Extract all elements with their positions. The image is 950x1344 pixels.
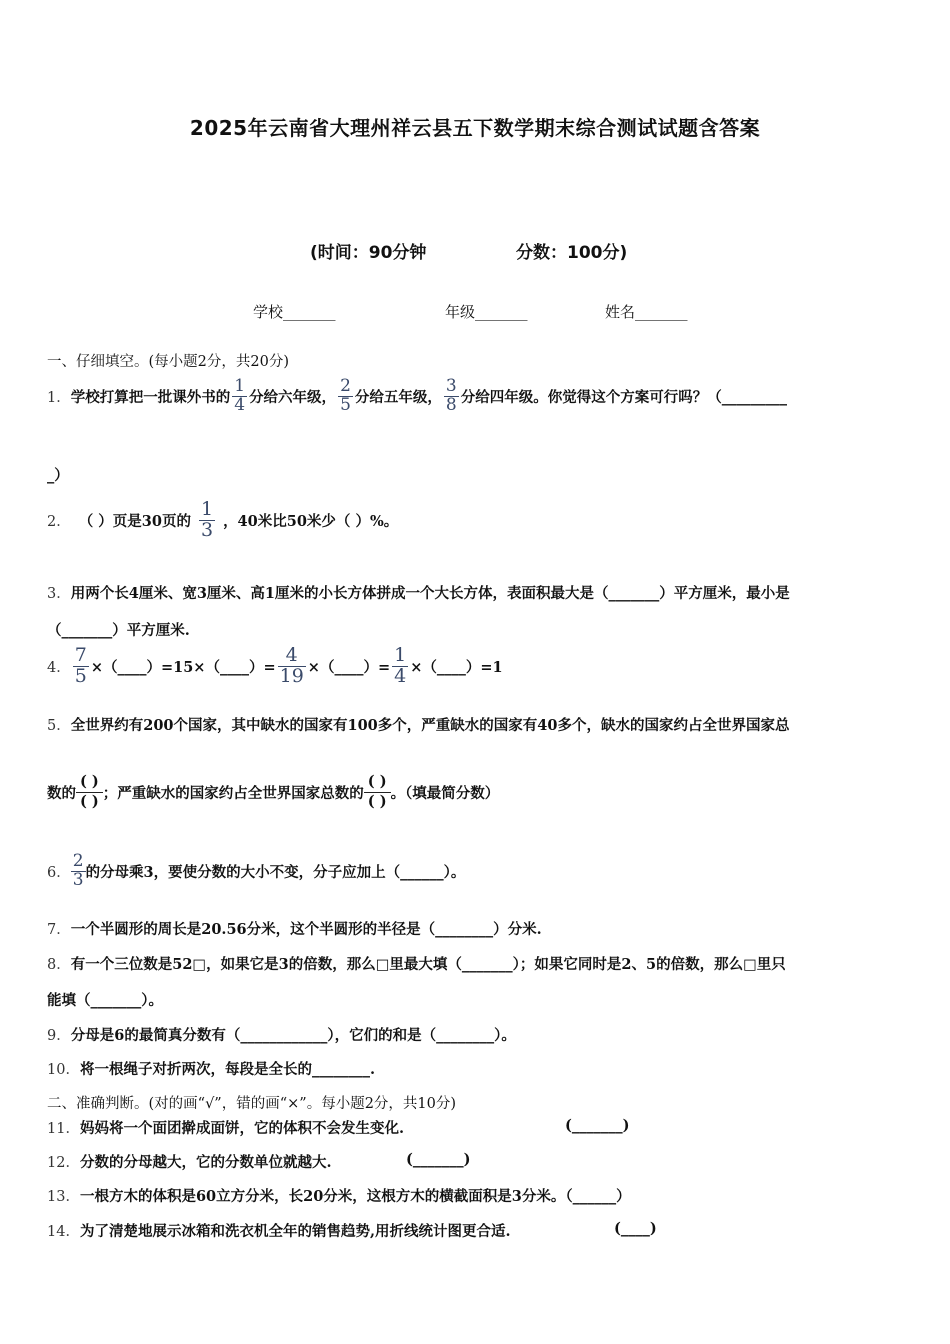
fraction-4-19: $\frac{4}{19}$ bbox=[279, 644, 304, 688]
question-text: 数的 bbox=[47, 784, 76, 802]
question-number: 2． bbox=[47, 514, 71, 531]
question-text: 用两个长4厘米、宽3厘米、高1厘米的小长方体拼成一个大长方体，表面积最大是（_______）平方厘米，最小是 bbox=[70, 585, 790, 602]
question-text: ×（____）= bbox=[307, 659, 391, 677]
fraction-2-3: $\frac{2}{3}$ bbox=[72, 851, 84, 891]
exam-time: (时间：90分钟 bbox=[310, 243, 427, 263]
answer-blank: (____) bbox=[614, 1220, 657, 1237]
question-text: 分数的分母越大，它的分数单位就越大. bbox=[79, 1154, 332, 1171]
question-text: 全世界约有200个国家，其中缺水的国家有100多个，严重缺水的国家有40多个，缺水的国家约占全世界国家总 bbox=[70, 717, 790, 734]
question-8-continuation: 能填（_______）。 bbox=[47, 992, 163, 1009]
name-field: 姓名_______ bbox=[605, 303, 688, 321]
question-number: 1． bbox=[47, 389, 71, 406]
answer-blank: (_______) bbox=[406, 1151, 471, 1168]
question-8 bbox=[47, 953, 786, 974]
question-text: ；严重缺水的国家约占全世界国家总数的 bbox=[102, 784, 364, 802]
question-text: 分给六年级， bbox=[249, 388, 337, 406]
question-5 bbox=[47, 714, 789, 735]
question-text: 妈妈将一个面团擀成面饼，它的体积不会发生变化. bbox=[79, 1120, 404, 1137]
question-6 bbox=[47, 853, 465, 890]
question-1 bbox=[47, 378, 787, 415]
question-number: 7． bbox=[47, 922, 71, 938]
fraction-1-3: $\frac{1}{3}$ bbox=[200, 498, 214, 542]
question-3-continuation: （_______）平方厘米. bbox=[47, 622, 190, 639]
grade-field: 年级_______ bbox=[445, 303, 528, 321]
question-number: 6． bbox=[47, 864, 71, 881]
answer-blank: (_______) bbox=[565, 1117, 630, 1134]
question-text: ×（____）=15×（____）= bbox=[90, 659, 276, 677]
question-5-continuation bbox=[47, 773, 499, 812]
section-true-false: 二、准确判断。(对的画“√”，错的画“×”。每小题2分，共10分) bbox=[47, 1096, 457, 1112]
question-text: 一个半圆形的周长是20.56分米，这个半圆形的半径是（________）分米. bbox=[70, 921, 542, 938]
question-number: 9． bbox=[47, 1028, 71, 1044]
question-text: 分给四年级。你觉得这个方案可行吗？（_________ bbox=[460, 388, 787, 406]
blank-fraction: ( ) ( ) bbox=[76, 773, 103, 812]
question-text: 学校打算把一批课外书的 bbox=[70, 388, 231, 406]
page-title: 2025年云南省大理州祥云县五下数学期末综合测试试题含答案 bbox=[189, 116, 761, 140]
question-number: 11． bbox=[47, 1121, 80, 1137]
question-number: 8． bbox=[47, 957, 71, 973]
question-number: 12． bbox=[47, 1155, 80, 1171]
school-field: 学校_______ bbox=[253, 303, 336, 321]
question-9 bbox=[47, 1024, 516, 1045]
fraction-3-8: $\frac{3}{8}$ bbox=[445, 376, 457, 416]
question-number: 13． bbox=[47, 1189, 80, 1205]
exam-score: 分数：100分) bbox=[516, 243, 628, 263]
fraction-7-5: $\frac{7}{5}$ bbox=[74, 644, 87, 688]
question-1-continuation: _） bbox=[47, 467, 69, 484]
question-number: 3． bbox=[47, 586, 71, 602]
question-text: 。（填最简分数） bbox=[390, 784, 500, 802]
question-12 bbox=[47, 1151, 332, 1172]
question-4 bbox=[47, 646, 503, 687]
question-11 bbox=[47, 1117, 404, 1138]
fraction-1-4: $\frac{1}{4}$ bbox=[234, 376, 246, 416]
question-number: 14． bbox=[47, 1224, 80, 1240]
blank-fraction: ( ) ( ) bbox=[364, 773, 391, 812]
question-text: 分母是6的最简真分数有（____________），它们的和是（________）。 bbox=[70, 1027, 516, 1044]
question-3 bbox=[47, 582, 790, 603]
fraction-1-4: $\frac{1}{4}$ bbox=[394, 644, 407, 688]
question-number: 10． bbox=[47, 1062, 80, 1078]
question-text: 的分母乘3，要使分数的大小不变，分子应加上（______）。 bbox=[85, 863, 466, 881]
question-text: ×（____）=1 bbox=[410, 659, 503, 677]
section-fill-in: 一、仔细填空。(每小题2分，共20分) bbox=[47, 354, 289, 370]
question-number: 5． bbox=[47, 718, 71, 734]
question-text: 一根方木的体积是60立方分米，长20分米，这根方木的横截面积是3分米。（______） bbox=[79, 1188, 631, 1205]
question-text: 分给五年级， bbox=[354, 388, 442, 406]
question-7 bbox=[47, 918, 542, 939]
question-14 bbox=[47, 1220, 511, 1241]
question-number: 4． bbox=[47, 660, 71, 677]
question-text: 有一个三位数是52□，如果它是3的倍数，那么□里最大填（_______）；如果它同时是2、5的倍数，那么□里只 bbox=[70, 956, 786, 973]
question-text: 将一根绳子对折两次，每段是全长的________. bbox=[79, 1061, 375, 1078]
question-13 bbox=[47, 1185, 631, 1206]
question-text: ，40米比50米少（ ）%。 bbox=[223, 513, 399, 531]
question-10 bbox=[47, 1058, 375, 1079]
question-text: （ ）页是30页的 bbox=[78, 513, 191, 531]
fraction-2-5: $\frac{2}{5}$ bbox=[340, 376, 351, 416]
question-text: 为了清楚地展示冰箱和洗衣机全年的销售趋势,用折线统计图更合适. bbox=[79, 1223, 511, 1240]
question-2 bbox=[47, 500, 398, 541]
